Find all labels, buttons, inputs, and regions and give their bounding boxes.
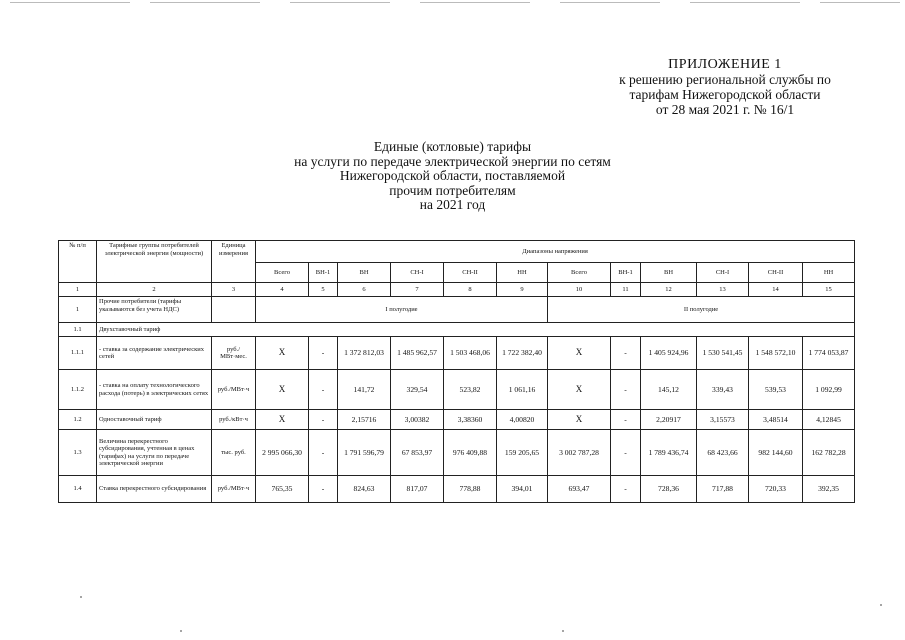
row-num: 1.3 — [59, 430, 97, 476]
header-group: Тарифные группы потребителей электрической энергии (мощности) — [97, 241, 212, 283]
title-line: Единые (котловые) тарифы — [373, 139, 532, 154]
title-line: прочим потребителям — [389, 182, 516, 198]
colnum-cell: 6 — [338, 283, 391, 297]
row-value: - — [309, 410, 338, 430]
colnum-cell: 13 — [697, 283, 749, 297]
subsection-num: 1.1 — [59, 323, 97, 337]
row-value: 159 205,65 — [497, 430, 548, 476]
row-value: 141,72 — [338, 370, 391, 410]
subheader-cell: НН — [803, 263, 855, 283]
row-value: 1 530 541,45 — [697, 337, 749, 370]
row-value: 4,12845 — [803, 410, 855, 430]
tariff-table — [58, 240, 855, 503]
subheader-cell: СН-I — [391, 263, 444, 283]
annex-line: к решению региональной службы по — [619, 72, 831, 87]
row-value: X — [548, 410, 611, 430]
row-value: 2,15716 — [338, 410, 391, 430]
section-half-1: I полугодие — [256, 297, 548, 323]
header-num: № п/п — [59, 241, 97, 283]
row-value: 824,63 — [338, 476, 391, 503]
row-value: 539,53 — [749, 370, 803, 410]
row-value: X — [548, 337, 611, 370]
row-value: 817,07 — [391, 476, 444, 503]
row-value: - — [611, 476, 641, 503]
row-value: 765,35 — [256, 476, 309, 503]
row-value: 4,00820 — [497, 410, 548, 430]
section-num: 1 — [59, 297, 97, 323]
row-unit: руб./МВт·ч — [212, 476, 256, 503]
row-value: - — [309, 337, 338, 370]
colnum-cell: 4 — [256, 283, 309, 297]
row-value: 1 092,99 — [803, 370, 855, 410]
row-num: 1.1.2 — [59, 370, 97, 410]
row-value: 3,48514 — [749, 410, 803, 430]
row-unit: руб./МВт·ч — [212, 370, 256, 410]
title-line: на услуги по передаче электрической энергии по сетям — [294, 153, 611, 169]
table-row — [59, 410, 855, 430]
subheader-cell: ВН — [641, 263, 697, 283]
scan-speck — [80, 596, 82, 598]
row-value: 1 722 382,40 — [497, 337, 548, 370]
row-num: 1.2 — [59, 410, 97, 430]
annex-heading: ПРИЛОЖЕНИЕ 1 — [668, 57, 782, 72]
subheader-cell: СН-II — [749, 263, 803, 283]
row-value: 3,38360 — [444, 410, 497, 430]
table-row — [59, 430, 855, 476]
scan-speck — [562, 630, 564, 632]
row-value: 1 548 572,10 — [749, 337, 803, 370]
scan-top-edge — [0, 2, 905, 3]
row-unit: тыс. руб. — [212, 430, 256, 476]
colnum-cell: 5 — [309, 283, 338, 297]
row-value: 3 002 787,28 — [548, 430, 611, 476]
colnum-cell: 7 — [391, 283, 444, 297]
row-unit: руб./кВт·ч — [212, 410, 256, 430]
row-value: - — [309, 370, 338, 410]
colnum-cell: 3 — [212, 283, 256, 297]
row-num: 1.1.1 — [59, 337, 97, 370]
table-row — [59, 476, 855, 503]
row-unit: руб./МВт·мес. — [212, 337, 256, 370]
section-unit — [212, 297, 256, 323]
colnum-cell: 15 — [803, 283, 855, 297]
subheader-cell: СН-I — [697, 263, 749, 283]
title-line: на 2021 год — [419, 197, 486, 213]
row-value: X — [548, 370, 611, 410]
row-value: 394,01 — [497, 476, 548, 503]
section-half-2: II полугодие — [548, 297, 855, 323]
colnum-cell: 14 — [749, 283, 803, 297]
title-line: Нижегородской области, поставляемой — [339, 168, 566, 184]
row-value: - — [611, 410, 641, 430]
header-row — [59, 241, 855, 263]
row-value: - — [611, 430, 641, 476]
row-value: X — [256, 337, 309, 370]
row-value: 728,36 — [641, 476, 697, 503]
row-value: - — [611, 370, 641, 410]
row-label: Одноставочный тариф — [97, 410, 212, 430]
header-unit: Единица измерения — [212, 241, 256, 283]
subheader-cell: НН — [497, 263, 548, 283]
subheader-cell: ВН — [338, 263, 391, 283]
table-row — [59, 337, 855, 370]
section-label: Прочие потребители (тарифы указываются без учета НДС) — [97, 297, 212, 323]
row-value: 145,12 — [641, 370, 697, 410]
row-value: 717,88 — [697, 476, 749, 503]
column-number-row — [59, 283, 855, 297]
section-row — [59, 297, 855, 323]
colnum-cell: 9 — [497, 283, 548, 297]
colnum-cell: 10 — [548, 283, 611, 297]
row-value: 1 485 962,57 — [391, 337, 444, 370]
scan-speck — [180, 630, 182, 632]
row-value: 693,47 — [548, 476, 611, 503]
row-value: 1 791 596,79 — [338, 430, 391, 476]
row-value: 329,54 — [391, 370, 444, 410]
row-value: 1 503 468,06 — [444, 337, 497, 370]
row-value: 3,00382 — [391, 410, 444, 430]
row-value: 778,88 — [444, 476, 497, 503]
row-value: 3,15573 — [697, 410, 749, 430]
row-label: - ставка на оплату технологического расхода (потерь) в электрических сетях — [97, 370, 212, 410]
row-value: 1 405 924,96 — [641, 337, 697, 370]
table-row — [59, 370, 855, 410]
row-value: 2,20917 — [641, 410, 697, 430]
document-title — [200, 140, 705, 213]
colnum-cell: 2 — [97, 283, 212, 297]
scan-speck — [880, 604, 882, 606]
row-label: Величина перекрестного субсидирования, учтенная в ценах (тарифах) на услуги по передаче электрической энергии — [97, 430, 212, 476]
colnum-cell: 1 — [59, 283, 97, 297]
row-value: 68 423,66 — [697, 430, 749, 476]
row-value: 339,43 — [697, 370, 749, 410]
row-value: 67 853,97 — [391, 430, 444, 476]
row-label: - ставка за содержание электрических сетей — [97, 337, 212, 370]
row-value: X — [256, 410, 309, 430]
annex-block — [560, 57, 890, 117]
colnum-cell: 11 — [611, 283, 641, 297]
row-value: 162 782,28 — [803, 430, 855, 476]
subheader-cell: Всего — [548, 263, 611, 283]
annex-line: тарифам Нижегородской области — [629, 87, 821, 102]
row-value: - — [309, 476, 338, 503]
subheader-cell: ВН-1 — [611, 263, 641, 283]
row-value: 720,33 — [749, 476, 803, 503]
row-value: 1 774 053,87 — [803, 337, 855, 370]
row-num: 1.4 — [59, 476, 97, 503]
row-value: - — [309, 430, 338, 476]
row-label: Ставка перекрестного субсидирования — [97, 476, 212, 503]
subsection-label: Двухставочный тариф — [97, 323, 855, 337]
row-value: X — [256, 370, 309, 410]
row-value: 1 372 812,03 — [338, 337, 391, 370]
subsection-row — [59, 323, 855, 337]
row-value: 523,82 — [444, 370, 497, 410]
row-value: 392,35 — [803, 476, 855, 503]
row-value: 982 144,60 — [749, 430, 803, 476]
subheader-cell: ВН-1 — [309, 263, 338, 283]
row-value: 1 789 436,74 — [641, 430, 697, 476]
colnum-cell: 8 — [444, 283, 497, 297]
row-value: 2 995 066,30 — [256, 430, 309, 476]
row-value: 1 061,16 — [497, 370, 548, 410]
subheader-cell: Всего — [256, 263, 309, 283]
annex-line: от 28 мая 2021 г. № 16/1 — [655, 102, 795, 117]
header-voltage: Диапазоны напряжения — [256, 241, 855, 263]
row-value: - — [611, 337, 641, 370]
subheader-cell: СН-II — [444, 263, 497, 283]
row-value: 976 409,88 — [444, 430, 497, 476]
colnum-cell: 12 — [641, 283, 697, 297]
